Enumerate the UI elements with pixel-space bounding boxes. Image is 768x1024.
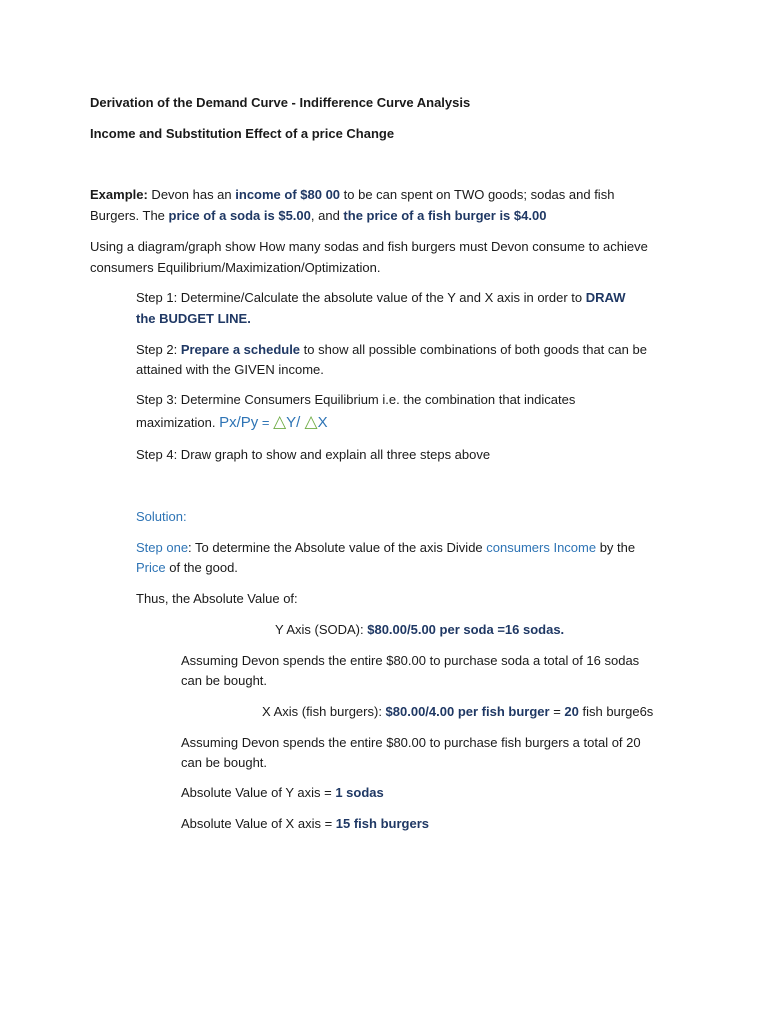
thus-line: Thus, the Absolute Value of: <box>136 591 298 606</box>
x-assume-line-1: Assuming Devon spends the entire $80.00 to purchase fish burgers a total of 20 <box>181 735 641 750</box>
y-axis-line <box>275 620 564 640</box>
schedule-highlight: Prepare a schedule <box>180 342 301 357</box>
step-one-text: by the <box>596 540 636 555</box>
x-axis-label: X Axis (fish burgers): <box>262 704 386 719</box>
income-highlight: income of $80 00 <box>235 187 341 202</box>
y-assume-line-1: Assuming Devon spends the entire $80.00 to purchase soda a total of 16 sodas <box>181 653 640 668</box>
consumers-income-highlight: consumers Income <box>486 540 597 555</box>
document-subtitle: Income and Substitution Effect of a price Change <box>90 126 395 141</box>
step1-text: Step 1: Determine/Calculate the absolute value of the Y and X axis in order to <box>136 290 586 305</box>
step2-line-1 <box>136 340 647 360</box>
step3-line-2 <box>136 412 328 433</box>
abs-x-label: Absolute Value of X axis = <box>181 816 336 831</box>
step2-label: Step 2: <box>136 342 181 357</box>
burger-price-highlight: the price of a fish burger is $4.00 <box>343 208 547 223</box>
draw-highlight: DRAW <box>585 290 626 305</box>
step1-line-1 <box>136 288 625 308</box>
question-line-2: consumers Equilibrium/Maximization/Optimization. <box>90 260 381 275</box>
step3-line-1: Step 3: Determine Consumers Equilibrium i.e. the combination that indicates <box>136 392 576 407</box>
soda-price-highlight: price of a soda is $5.00 <box>168 208 311 223</box>
example-text: Burgers. The <box>90 208 169 223</box>
abs-y-label: Absolute Value of Y axis = <box>181 785 336 800</box>
example-line-1 <box>90 185 614 205</box>
step-one-text: of the good. <box>165 560 238 575</box>
step3-text: maximization. <box>136 415 220 430</box>
abs-x-value: 15 fish burgers <box>335 816 429 831</box>
step-one-text: : To determine the Absolute value of the axis Divide <box>188 540 487 555</box>
step4-line: Step 4: Draw graph to show and explain all three steps above <box>136 447 491 462</box>
price-highlight: Price <box>136 560 166 575</box>
example-text: to be can spent on TWO goods; sodas and fish <box>340 187 615 202</box>
y-axis-calc: $80.00/5.00 per soda =16 sodas. <box>367 622 565 637</box>
step-one-label: Step one <box>136 540 189 555</box>
step2-text: to show all possible combinations of both goods that can be <box>300 342 647 357</box>
example-label: Example: <box>90 187 148 202</box>
question-line-1: Using a diagram/graph show How many sodas and fish burgers must Devon consume to achieve <box>90 239 648 254</box>
formula-x: X <box>317 414 328 431</box>
formula-equals: = <box>258 415 274 430</box>
y-assume-line-2: can be bought. <box>181 673 268 688</box>
delta-icon: △ <box>304 412 318 431</box>
step-one-line-1 <box>136 538 635 558</box>
solution-heading: Solution: <box>136 509 187 524</box>
y-axis-label: Y Axis (SODA): <box>275 622 368 637</box>
step-one-line-2 <box>136 558 238 578</box>
x-axis-rest: fish burge6s <box>578 704 654 719</box>
example-text: , and <box>310 208 344 223</box>
x-axis-twenty: 20 <box>564 704 579 719</box>
abs-y-value: 1 sodas <box>335 785 384 800</box>
abs-y-line <box>181 783 384 803</box>
step1-line-2: the BUDGET LINE. <box>136 311 251 326</box>
x-axis-line <box>262 702 653 722</box>
formula-px-py: Px/Py <box>219 414 259 431</box>
x-assume-line-2: can be bought. <box>181 755 268 770</box>
step2-line-2: attained with the GIVEN income. <box>136 362 324 377</box>
formula-y: Y/ <box>286 414 305 431</box>
delta-icon: △ <box>273 412 287 431</box>
example-text: Devon has an <box>147 187 236 202</box>
x-axis-eq: = <box>549 704 565 719</box>
x-axis-calc: $80.00/4.00 per fish burger <box>385 704 550 719</box>
abs-x-line <box>181 814 429 834</box>
document-title: Derivation of the Demand Curve - Indifference Curve Analysis <box>90 95 471 110</box>
example-line-2 <box>90 206 546 226</box>
